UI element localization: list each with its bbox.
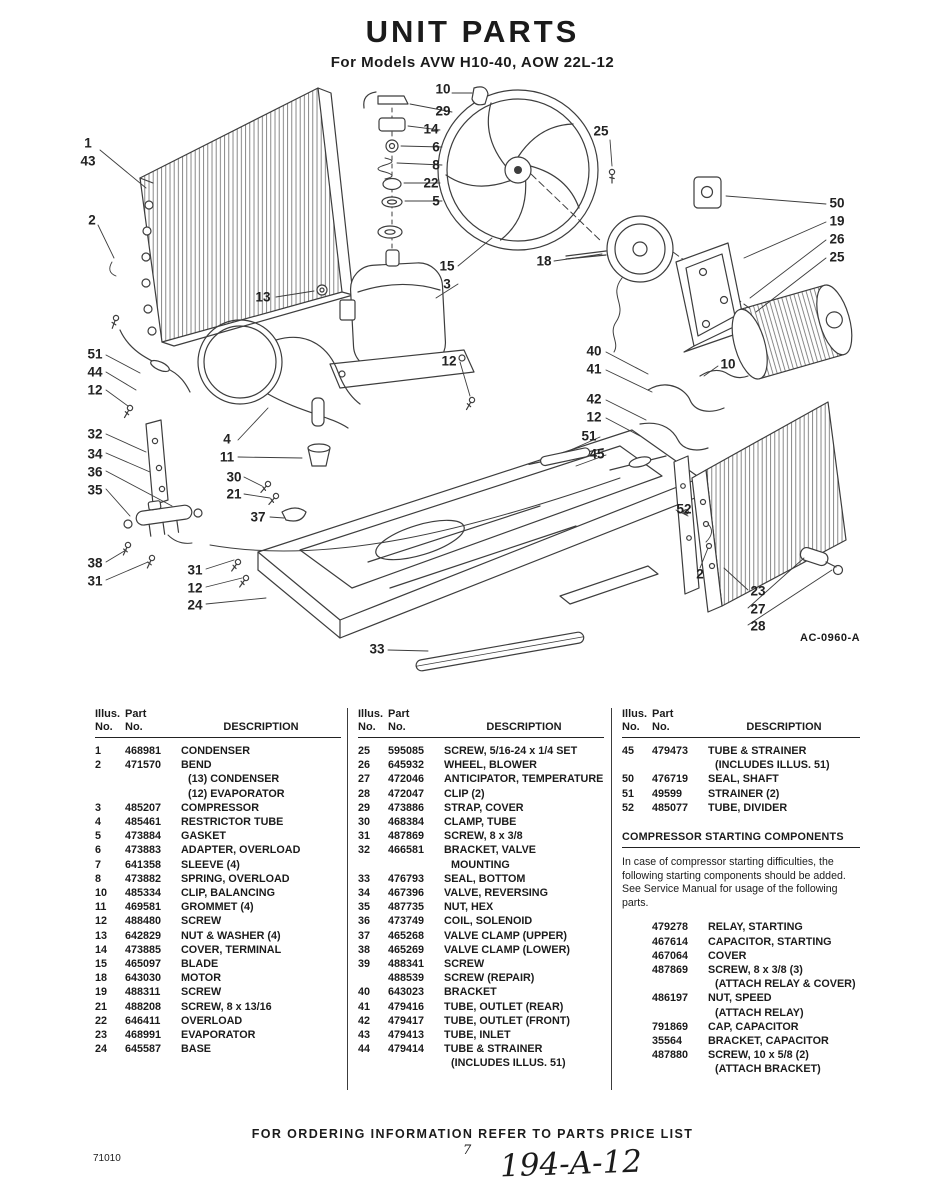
- description: BRACKET: [444, 986, 497, 999]
- illus-no: 21: [95, 1000, 108, 1013]
- part-no: 485077: [652, 801, 689, 814]
- table-row: [358, 957, 604, 971]
- table-row: [358, 943, 604, 957]
- diagram-callout: 2: [696, 566, 704, 582]
- description: SEAL, SHAFT: [708, 773, 779, 786]
- diagram-callout: 31: [87, 573, 103, 589]
- description: SEAL, BOTTOM: [444, 872, 526, 885]
- part-no: 641358: [125, 858, 162, 871]
- table-body: [358, 744, 604, 1071]
- part-no: 468981: [125, 745, 162, 757]
- diagram-callout: 43: [80, 153, 96, 169]
- part-no: 487880: [652, 1049, 689, 1062]
- diagram-callout: 35: [87, 482, 103, 498]
- table-row: [95, 957, 341, 971]
- part-no: 479417: [388, 1014, 425, 1027]
- description: CLIP, BALANCING: [181, 887, 275, 900]
- starting-part-row: [622, 949, 860, 963]
- illus-no: 22: [95, 1014, 108, 1027]
- part-no: 468384: [388, 816, 425, 829]
- description: BLADE: [181, 958, 219, 971]
- illus-no: [358, 971, 388, 985]
- page-title: UNIT PARTS: [365, 14, 580, 49]
- part-no: 467064: [652, 949, 689, 962]
- header-description: DESCRIPTION: [486, 721, 562, 733]
- table-row: [95, 914, 341, 928]
- starting-part-row: [622, 1034, 860, 1048]
- illus-no: 50: [622, 773, 635, 786]
- table-row: [358, 787, 604, 801]
- illus-no: 14: [95, 943, 108, 956]
- diagram-callout: 52: [676, 501, 692, 517]
- diagram-callout: 40: [586, 343, 602, 359]
- illus-no: 44: [358, 1043, 371, 1056]
- table-row: [95, 929, 341, 943]
- illus-no: 35: [358, 901, 371, 914]
- diagram-callout: 4: [223, 431, 231, 447]
- footer-note: FOR ORDERING INFORMATION REFER TO PARTS PRICE LIST: [251, 1127, 694, 1141]
- table-row: [358, 1042, 604, 1070]
- part-no: 595085: [388, 745, 425, 757]
- description: VALVE CLAMP (LOWER): [444, 943, 570, 956]
- table-row: [622, 801, 860, 815]
- table-row: [95, 744, 341, 758]
- table-header: [358, 708, 604, 738]
- diagram-callout: 23: [750, 583, 766, 599]
- description: TUBE & STRAINER (INCLUDES ILLUS. 51): [444, 1043, 566, 1070]
- diagram-callout: 12: [586, 409, 602, 425]
- description: NUT, SPEED (ATTACH RELAY): [708, 992, 804, 1019]
- table-body: [622, 744, 860, 815]
- description: COIL, SOLENOID: [444, 915, 533, 928]
- part-no: 479416: [388, 1000, 425, 1013]
- description: SCREW, 8 x 3/8: [444, 830, 523, 843]
- diagram-callout: 24: [187, 597, 203, 613]
- table-row: [95, 758, 341, 801]
- diagram-callout: 27: [750, 601, 766, 617]
- description: SCREW: [444, 958, 485, 971]
- diagram-callout: 3: [443, 276, 451, 292]
- description: SPRING, OVERLOAD: [181, 872, 290, 885]
- table-row: [358, 1000, 604, 1014]
- diagram-callout: 37: [250, 509, 266, 525]
- diagram-id-label: AC-0960-A: [800, 632, 861, 644]
- part-no: 469581: [125, 901, 162, 914]
- description: CLIP (2): [444, 787, 485, 800]
- handwritten-mark: 7: [463, 1143, 472, 1158]
- description: SCREW, 8 x 3/8 (3) (ATTACH RELAY & COVER): [708, 964, 856, 991]
- diagram-callout: 29: [435, 103, 451, 119]
- illus-no: 23: [95, 1029, 108, 1042]
- diagram-callout: 34: [87, 446, 103, 462]
- part-no: 471570: [125, 759, 162, 772]
- starting-part-row: [622, 991, 860, 1019]
- starting-section-title: COMPRESSOR STARTING COMPONENTS: [622, 831, 860, 848]
- table-row: [95, 858, 341, 872]
- table-row: [358, 914, 604, 928]
- table-row: [95, 843, 341, 857]
- header-description: DESCRIPTION: [746, 721, 822, 733]
- column-divider: [611, 708, 612, 1090]
- table-row: [95, 1042, 341, 1056]
- header-illus: Illus.: [358, 708, 384, 720]
- part-no: 643030: [125, 972, 162, 985]
- illus-no: 38: [358, 943, 371, 956]
- part-no: 473882: [125, 872, 162, 885]
- diagram-callout: 1: [84, 135, 92, 151]
- part-no: 468991: [125, 1029, 162, 1042]
- table-row: [95, 900, 341, 914]
- column-divider: [347, 708, 348, 1090]
- description: TUBE & STRAINER (INCLUDES ILLUS. 51): [708, 745, 830, 772]
- description: CONDENSER: [181, 745, 250, 757]
- header-illus: Illus.: [622, 708, 648, 720]
- diagram-callout: 12: [441, 353, 457, 369]
- part-no: 485334: [125, 887, 162, 900]
- table-row: [358, 801, 604, 815]
- part-no: 487735: [388, 901, 425, 914]
- part-no: 486197: [652, 992, 689, 1005]
- table-body: [95, 744, 341, 1056]
- illus-no: 12: [95, 915, 108, 928]
- table-row: [358, 772, 604, 786]
- diagram-callout: 42: [586, 391, 602, 407]
- description: GASKET: [181, 830, 226, 843]
- part-no: 479473: [652, 745, 689, 757]
- part-no: 467614: [652, 935, 689, 948]
- part-no: 473749: [388, 915, 425, 928]
- part-no: 473884: [125, 830, 162, 843]
- description: RESTRICTOR TUBE: [181, 816, 284, 829]
- description: SCREW, 8 x 13/16: [181, 1000, 272, 1013]
- diagram-callout: 2: [88, 212, 96, 228]
- description: MOTOR: [181, 972, 221, 985]
- illus-no: 34: [358, 887, 371, 900]
- diagram-callout: 45: [589, 446, 605, 462]
- diagram-callout: 31: [187, 562, 203, 578]
- diagram-callout: 10: [435, 81, 451, 97]
- part-no: 487869: [388, 830, 425, 843]
- diagram-callout: 28: [750, 618, 766, 634]
- description: OVERLOAD: [181, 1014, 243, 1027]
- parts-table-column-1: [95, 708, 341, 1056]
- illus-no: 25: [358, 745, 371, 757]
- illus-no: 31: [358, 830, 371, 843]
- table-row: [95, 1000, 341, 1014]
- table-row: [95, 801, 341, 815]
- description: BRACKET, CAPACITOR: [708, 1035, 829, 1048]
- illus-no: 28: [358, 787, 371, 800]
- starting-part-row: [622, 935, 860, 949]
- description: BEND (13) CONDENSER (12) EVAPORATOR: [181, 759, 285, 800]
- illus-no: 19: [95, 986, 108, 999]
- part-no: 642829: [125, 929, 162, 942]
- diagram-callout: 12: [187, 580, 203, 596]
- part-no: 488539: [388, 972, 425, 985]
- starting-part-row: [622, 1020, 860, 1034]
- header-no: No.: [125, 721, 143, 733]
- part-no: 646411: [125, 1014, 161, 1027]
- illus-no: 30: [358, 816, 371, 829]
- illus-no: 18: [95, 972, 108, 985]
- description: STRAINER (2): [708, 787, 780, 800]
- table-row: [95, 829, 341, 843]
- illus-no: 36: [358, 915, 371, 928]
- diagram-callout: 44: [87, 364, 103, 380]
- illus-no: 26: [358, 759, 371, 772]
- description: CAP, CAPACITOR: [708, 1020, 799, 1033]
- description: SCREW: [181, 986, 222, 999]
- part-no: 49599: [652, 787, 683, 800]
- part-no: 473883: [125, 844, 162, 857]
- diagram-callout: 25: [829, 249, 845, 265]
- description: SCREW (REPAIR): [444, 972, 535, 985]
- illus-no: 5: [95, 830, 102, 843]
- starting-part-row: [622, 963, 860, 991]
- description: WHEEL, BLOWER: [444, 759, 537, 772]
- table-row: [358, 758, 604, 772]
- part-no: 465268: [388, 929, 425, 942]
- description: STRAP, COVER: [444, 801, 524, 814]
- illus-no: 45: [622, 745, 635, 757]
- description: NUT & WASHER (4): [181, 929, 281, 942]
- description: SCREW, 5/16-24 x 1/4 SET: [444, 745, 578, 757]
- starting-part-row: [622, 1048, 860, 1076]
- illus-no: 4: [95, 816, 102, 829]
- table-row: [95, 943, 341, 957]
- table-row: [95, 985, 341, 999]
- part-no: 466581: [388, 844, 425, 857]
- starting-parts-list: [622, 920, 860, 1076]
- description: SCREW: [181, 915, 222, 928]
- illus-no: 13: [95, 929, 108, 942]
- illus-no: 10: [95, 887, 108, 900]
- description: CLAMP, TUBE: [444, 816, 517, 829]
- description: EVAPORATOR: [181, 1029, 256, 1042]
- part-no: 488480: [125, 915, 162, 928]
- part-no: 645932: [388, 759, 425, 772]
- diagram-callout: 14: [423, 121, 439, 137]
- part-no: 479413: [388, 1029, 425, 1042]
- illus-no: 7: [95, 858, 102, 871]
- parts-table-column-3: [622, 708, 860, 1077]
- part-no: 473885: [125, 943, 162, 956]
- description: SLEEVE (4): [181, 858, 240, 871]
- table-row: [358, 985, 604, 999]
- diagram-callout: 11: [219, 449, 235, 465]
- table-row: [95, 815, 341, 829]
- diagram-callout: 36: [87, 464, 103, 480]
- part-no: 479278: [652, 921, 689, 934]
- part-no: 487869: [652, 964, 689, 976]
- table-row: [358, 900, 604, 914]
- table-row: [622, 744, 860, 772]
- part-no: 488208: [125, 1000, 162, 1013]
- diagram-callout: 8: [432, 157, 440, 173]
- illus-no: 3: [95, 801, 102, 814]
- diagram-callout: 13: [255, 289, 271, 305]
- illus-no: 8: [95, 872, 102, 885]
- illus-no: 27: [358, 773, 371, 786]
- table-row: [95, 971, 341, 985]
- table-row: [95, 886, 341, 900]
- header-part: Part: [125, 708, 147, 720]
- parts-table-column-2: [358, 708, 604, 1071]
- diagram-callout: 50: [829, 195, 845, 211]
- part-no: 488341: [388, 958, 425, 971]
- table-row: [358, 886, 604, 900]
- description: BRACKET, VALVE MOUNTING: [444, 844, 536, 871]
- diagram-callout: 26: [829, 231, 845, 247]
- part-no: 35564: [652, 1035, 683, 1048]
- header-no: No.: [388, 721, 406, 733]
- diagram-callout: 6: [432, 139, 440, 155]
- description: VALVE, REVERSING: [444, 887, 548, 900]
- illus-no: 52: [622, 801, 635, 814]
- table-row: [358, 872, 604, 886]
- part-no: 485207: [125, 801, 162, 814]
- diagram-callout: 5: [432, 193, 440, 209]
- illus-no: 42: [358, 1014, 371, 1027]
- description: COVER, TERMINAL: [181, 943, 282, 956]
- header-no: No.: [358, 721, 376, 733]
- diagram-callout: 32: [87, 426, 103, 442]
- illus-no: 2: [95, 759, 102, 772]
- table-row: [358, 843, 604, 871]
- header-description: DESCRIPTION: [223, 721, 299, 733]
- diagram-callout: 10: [720, 356, 736, 372]
- table-row: [358, 971, 604, 985]
- starting-components-section: [622, 831, 860, 1077]
- illus-no: 37: [358, 929, 371, 942]
- diagram-callout: 33: [369, 641, 385, 657]
- part-no: 643023: [388, 986, 425, 999]
- illus-no: 33: [358, 872, 371, 885]
- description: ANTICIPATOR, TEMPERATURE: [444, 773, 604, 786]
- description: COMPRESSOR: [181, 801, 259, 814]
- header-no: No.: [652, 721, 670, 733]
- part-no: 485461: [125, 816, 162, 829]
- diagram-callout: 22: [423, 175, 439, 191]
- description: NUT, HEX: [444, 901, 494, 914]
- illus-no: 39: [358, 958, 371, 971]
- header-illus: Illus.: [95, 708, 121, 720]
- part-no: 476719: [652, 773, 689, 786]
- form-number: 71010: [93, 1153, 121, 1164]
- part-no: 472046: [388, 773, 425, 786]
- diagram-callout: 30: [226, 469, 242, 485]
- header-part: Part: [388, 708, 410, 720]
- handwritten-number: 194-A-12: [499, 1143, 643, 1185]
- illus-no: 11: [95, 901, 107, 914]
- description: TUBE, DIVIDER: [708, 801, 788, 814]
- description: ADAPTER, OVERLOAD: [181, 844, 301, 857]
- description: VALVE CLAMP (UPPER): [444, 929, 567, 942]
- diagram-callout: 38: [87, 555, 103, 571]
- description: BASE: [181, 1043, 211, 1056]
- table-row: [358, 1028, 604, 1042]
- diagram-callout: 19: [829, 213, 845, 229]
- header-no: No.: [95, 721, 113, 733]
- part-no: 645587: [125, 1043, 162, 1056]
- description: COVER: [708, 949, 747, 962]
- table-row: [622, 787, 860, 801]
- description: TUBE, OUTLET (FRONT): [444, 1014, 570, 1027]
- part-no: 476793: [388, 872, 425, 885]
- table-header: [622, 708, 860, 738]
- illus-no: 15: [95, 958, 108, 971]
- table-header: [95, 708, 341, 738]
- table-row: [358, 829, 604, 843]
- illus-no: 40: [358, 986, 371, 999]
- table-row: [358, 815, 604, 829]
- table-row: [95, 1014, 341, 1028]
- starting-section-note: In case of compressor starting difficulties, the following starting components should be added. See Service Manual for usage of the following parts.: [622, 856, 846, 909]
- part-no: 791869: [652, 1020, 689, 1033]
- diagram-callout: 51: [581, 428, 597, 444]
- part-no: 488311: [125, 986, 161, 999]
- diagram-callout: 12: [87, 382, 103, 398]
- table-row: [358, 1014, 604, 1028]
- part-no: 472047: [388, 787, 425, 800]
- diagram-callout: 18: [536, 253, 552, 269]
- illus-no: 51: [622, 787, 635, 800]
- illus-no: 6: [95, 844, 102, 857]
- diagram-callout: 41: [586, 361, 602, 377]
- illus-no: 1: [95, 745, 102, 757]
- starting-part-row: [622, 920, 860, 934]
- diagram-callout: 15: [439, 258, 455, 274]
- diagram-callout: 25: [593, 123, 609, 139]
- table-row: [358, 744, 604, 758]
- table-row: [95, 1028, 341, 1042]
- description: SCREW, 10 x 5/8 (2) (ATTACH BRACKET): [708, 1049, 821, 1076]
- diagram-callout: 21: [226, 486, 242, 502]
- diagram-callout: 51: [87, 346, 103, 362]
- header-no: No.: [622, 721, 640, 733]
- illus-no: 41: [358, 1000, 371, 1013]
- part-no: 473886: [388, 801, 425, 814]
- description: GROMMET (4): [181, 901, 254, 914]
- page-subtitle: For Models AVW H10-40, AOW 22L-12: [330, 54, 615, 71]
- part-no: 465097: [125, 958, 162, 971]
- illus-no: 24: [95, 1043, 108, 1056]
- table-row: [622, 772, 860, 786]
- illus-no: 29: [358, 801, 371, 814]
- header-part: Part: [652, 708, 674, 720]
- description: TUBE, OUTLET (REAR): [444, 1000, 564, 1013]
- illus-no: 43: [358, 1029, 371, 1042]
- table-row: [358, 929, 604, 943]
- description: RELAY, STARTING: [708, 921, 803, 934]
- part-no: 467396: [388, 887, 425, 900]
- illus-no: 32: [358, 844, 371, 857]
- part-no: 465269: [388, 943, 425, 956]
- description: CAPACITOR, STARTING: [708, 935, 832, 948]
- description: TUBE, INLET: [444, 1029, 511, 1042]
- part-no: 479414: [388, 1043, 425, 1056]
- table-row: [95, 872, 341, 886]
